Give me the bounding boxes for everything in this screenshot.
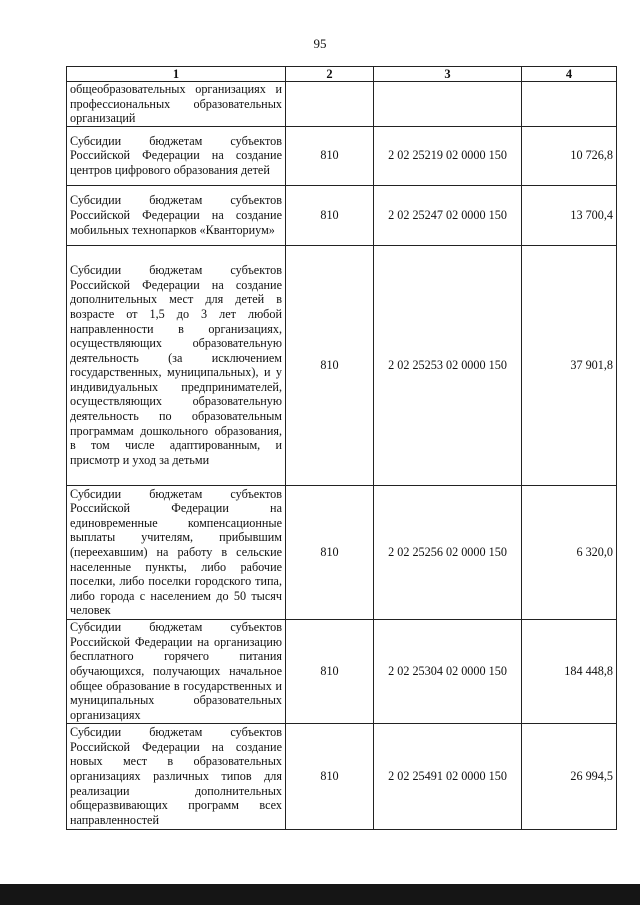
row-description: общеобразовательных организациях и профессиональных образовательных организаций — [67, 82, 286, 127]
row-code: 810 — [286, 619, 374, 723]
column-header-3: 3 — [374, 67, 522, 82]
table-row — [67, 126, 617, 185]
row-description: Субсидии бюджетам субъектов Российской Федерации на создание мобильных технопарков «Кванториум» — [67, 185, 286, 245]
row-kbk: 2 02 25253 02 0000 150 — [374, 245, 522, 485]
table-row — [67, 82, 617, 127]
row-amount: 26 994,5 — [522, 723, 617, 829]
row-code — [286, 82, 374, 127]
header-row — [67, 67, 617, 82]
table-row — [67, 185, 617, 245]
row-kbk: 2 02 25219 02 0000 150 — [374, 126, 522, 185]
budget-table — [66, 66, 617, 830]
column-header-1: 1 — [67, 67, 286, 82]
row-kbk: 2 02 25491 02 0000 150 — [374, 723, 522, 829]
row-description: Субсидии бюджетам субъектов Российской Федерации на единовременные компенсационные выплаты учителям, прибывшим (переехавшим) на работу в сельские населенные пункты, либо рабочие поселки, либо поселки городского типа, либо города с населением до 50 тысяч человек — [67, 485, 286, 619]
row-amount: 6 320,0 — [522, 485, 617, 619]
row-kbk: 2 02 25256 02 0000 150 — [374, 485, 522, 619]
row-kbk: 2 02 25247 02 0000 150 — [374, 185, 522, 245]
table-header — [67, 67, 617, 82]
row-amount: 13 700,4 — [522, 185, 617, 245]
scan-edge-band — [0, 884, 640, 905]
row-description: Субсидии бюджетам субъектов Российской Федерации на организацию бесплатного горячего питания обучающихся, получающих начальное общее образование в государственных и муниципальных образовательных организациях — [67, 619, 286, 723]
page-number: 95 — [313, 36, 327, 51]
row-code: 810 — [286, 185, 374, 245]
row-amount: 37 901,8 — [522, 245, 617, 485]
column-header-2: 2 — [286, 67, 374, 82]
table-row — [67, 245, 617, 485]
row-description: Субсидии бюджетам субъектов Российской Федерации на создание новых мест в образовательных организациях различных типов для реализации дополнительных общеразвивающих программ всех направленностей — [67, 723, 286, 829]
table-row — [67, 723, 617, 829]
row-kbk — [374, 82, 522, 127]
row-amount: 184 448,8 — [522, 619, 617, 723]
row-code: 810 — [286, 126, 374, 185]
row-amount: 10 726,8 — [522, 126, 617, 185]
row-kbk: 2 02 25304 02 0000 150 — [374, 619, 522, 723]
table-row — [67, 485, 617, 619]
row-description: Субсидии бюджетам субъектов Российской Федерации на создание дополнительных мест для детей в возрасте от 1,5 до 3 лет любой направленности в организациях, осуществляющих образовательную деятельность (за исключением государственных, муниципальных), и у индивидуальных предпринимателей, осуществляющих образовательную деятельность по образовательным программам дошкольного образования, в том числе адаптированным, и присмотр и уход за детьми — [67, 245, 286, 485]
table-row — [67, 619, 617, 723]
row-code: 810 — [286, 485, 374, 619]
table-body — [67, 82, 617, 830]
column-header-4: 4 — [522, 67, 617, 82]
row-code: 810 — [286, 723, 374, 829]
row-description: Субсидии бюджетам субъектов Российской Федерации на создание центров цифрового образования детей — [67, 126, 286, 185]
row-code: 810 — [286, 245, 374, 485]
row-amount — [522, 82, 617, 127]
